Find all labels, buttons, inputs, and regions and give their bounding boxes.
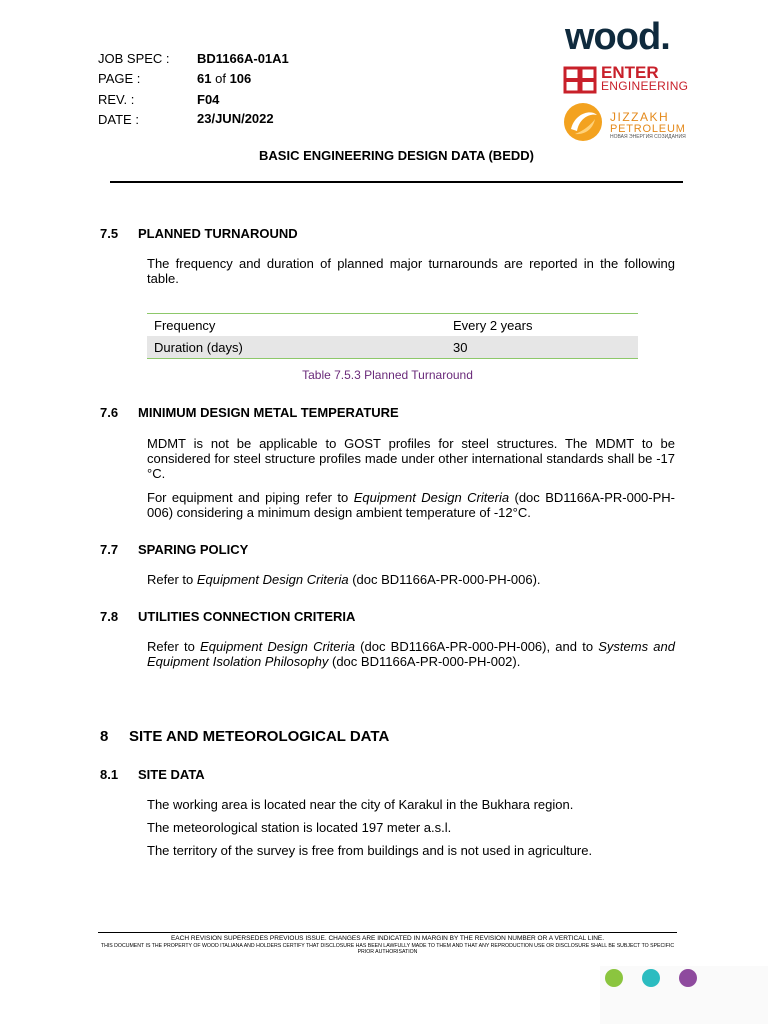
section-7-6-title: MINIMUM DESIGN METAL TEMPERATURE (138, 405, 399, 420)
table-cell: Duration (days) (154, 339, 243, 355)
date-label: DATE : (98, 112, 139, 127)
page-total: 106 (229, 71, 252, 86)
job-spec-label: JOB SPEC : (98, 51, 170, 66)
text-run: Refer to (147, 572, 197, 587)
footer-property-note: THIS DOCUMENT IS THE PROPERTY OF WOOD ITALIANA AND HOLDERS CERTIFY THAT DISCLOSURE HAS BEEN LAWFULLY MADE TO THEM AND THAT ANY REPRODUCTION USE OR DISCLOSURE SHALL BE SUBJECT TO SPECIFIC PRIOR AUTHORISATION (100, 943, 675, 955)
section-8-number: 8 (100, 728, 109, 745)
text-run: Refer to (147, 639, 201, 654)
text-run: For equipment and piping refer to (147, 490, 354, 505)
site-data-line-1: The working area is located near the city of Karakul in the Bukhara region. (147, 797, 574, 812)
section-7-6-paragraph-2 (147, 490, 675, 520)
enter-engineering-logo-icon (563, 66, 599, 94)
date-value: 23/JUN/2022 (197, 111, 274, 126)
green-dot-icon (605, 969, 623, 987)
page-current: 61 (197, 71, 212, 86)
petroleum-logo-text: PETROLEUM (610, 123, 686, 135)
page-of: of (215, 71, 226, 86)
footer-divider (98, 932, 677, 933)
table-cell: Every 2 years (453, 317, 533, 333)
document-reference: Equipment Design Criteria (353, 490, 510, 505)
site-data-line-3: The territory of the survey is free from buildings and is not used in agriculture. (147, 843, 593, 858)
section-8-1-title: SITE DATA (138, 767, 205, 782)
site-data-line-2: The meteorological station is located 197 meter a.s.l. (147, 820, 452, 835)
section-7-8-number: 7.8 (100, 609, 119, 624)
table-cell: Frequency (154, 317, 216, 333)
table-row (147, 314, 638, 337)
document-reference: Equipment Design Criteria (196, 572, 349, 587)
section-7-5-number: 7.5 (100, 226, 119, 241)
wood-logo: wood. (565, 16, 670, 58)
section-7-8-title: UTILITIES CONNECTION CRITERIA (138, 609, 356, 624)
section-7-6-paragraph-1: MDMT is not be applicable to GOST profiles for steel structures. The MDMT to be considered for steel structure profiles made under other international standards shall be -17 °C. (147, 436, 675, 481)
section-8-1-number: 8.1 (100, 767, 119, 782)
section-7-7-number: 7.7 (100, 542, 119, 557)
purple-dot-icon (679, 969, 697, 987)
document-reference: Systems and Equipment Isolation Philosophy (147, 639, 675, 669)
text-run: (doc BD1166A-PR-000-PH-002). (328, 654, 521, 669)
text-run: (doc BD1166A-PR-000-PH-006), and to (354, 639, 599, 654)
section-7-6-number: 7.6 (100, 405, 119, 420)
table-caption: Table 7.5.3 Planned Turnaround (302, 368, 473, 382)
turnaround-table (147, 313, 638, 359)
rev-value: F04 (197, 92, 220, 107)
teal-dot-icon (642, 969, 660, 987)
enter-logo-text: ENTER (601, 63, 659, 82)
table-cell: 30 (453, 339, 468, 355)
footer-revision-note: EACH REVISION SUPERSEDES PREVIOUS ISSUE. CHANGES ARE INDICATED IN MARGIN BY THE REVISION NUMBER OR A VERTICAL LINE. (170, 935, 605, 942)
text-run: (doc BD1166A-PR-000-PH-006). (348, 572, 541, 587)
section-7-7-title: SPARING POLICY (138, 542, 249, 557)
page-number (197, 71, 251, 86)
jizzakh-petroleum-logo-icon (561, 101, 605, 143)
section-7-7-paragraph (147, 572, 675, 587)
engineering-logo-text: ENGINEERING (601, 79, 689, 93)
text-run: (doc BD1166A-PR-000-PH-006) considering a minimum design ambient temperature of -12°C. (147, 490, 676, 520)
section-7-5-title: PLANNED TURNAROUND (138, 226, 298, 241)
jizzakh-tagline: НОВАЯ ЭНЕРГИЯ СОЗИДАНИЯ (610, 134, 686, 140)
page-label: PAGE : (98, 71, 141, 86)
job-spec-value: BD1166A-01A1 (197, 51, 289, 66)
document-title: BASIC ENGINEERING DESIGN DATA (BEDD) (259, 148, 534, 163)
section-7-5-paragraph: The frequency and duration of planned major turnarounds are reported in the following table. (147, 256, 675, 286)
section-7-8-paragraph (147, 639, 675, 669)
title-divider (110, 181, 683, 183)
jizzakh-logo-text: JIZZAKH (610, 110, 670, 124)
table-row (147, 336, 638, 359)
document-reference: Equipment Design Criteria (200, 639, 355, 654)
section-8-title: SITE AND METEOROLOGICAL DATA (129, 728, 390, 745)
rev-label: REV. : (98, 92, 135, 107)
